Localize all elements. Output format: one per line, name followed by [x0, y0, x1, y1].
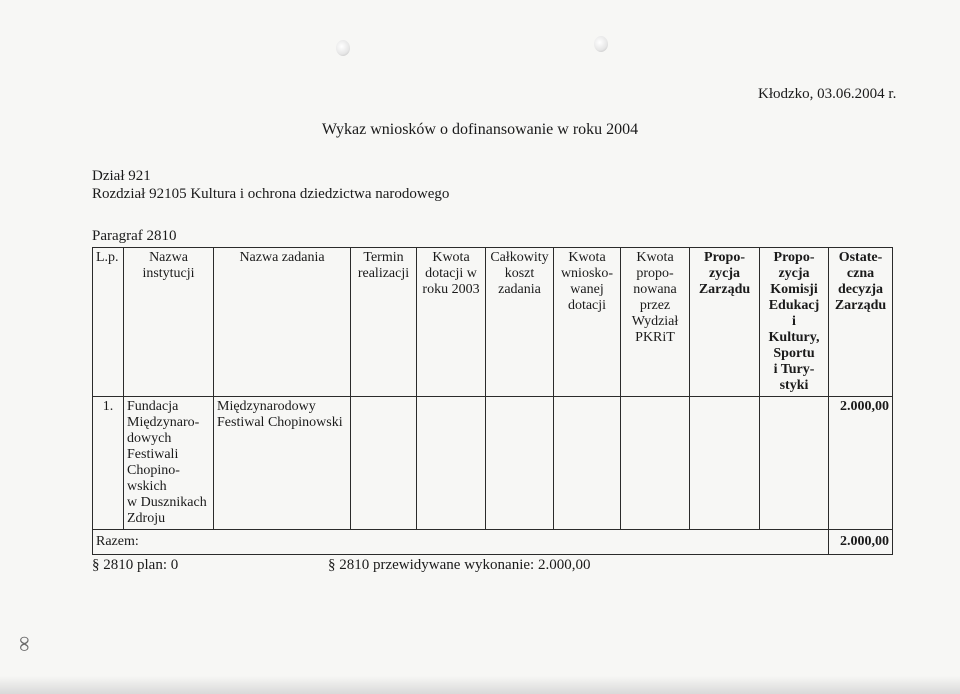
column-header: Kwota propo- nowana przez Wydział PKRiT — [621, 248, 690, 397]
table-cell — [486, 397, 554, 530]
table-row — [93, 397, 893, 530]
table-header-row — [93, 248, 893, 397]
table-cell: 1. — [93, 397, 124, 530]
table-cell — [621, 397, 690, 530]
column-header: Propo- zycja Komisji Edukacj i Kultury, Sportu i Tury- styki — [760, 248, 829, 397]
table-cell — [760, 397, 829, 530]
scan-edge-shadow — [0, 676, 960, 694]
section-dzial: Dział 921 — [92, 168, 151, 184]
table-cell: Międzynarodowy Festiwal Chopinowski — [214, 397, 351, 530]
table-cell — [554, 397, 621, 530]
execution-summary: § 2810 przewidywane wykonanie: 2.000,00 — [328, 557, 591, 573]
column-header: Kwota dotacji w roku 2003 — [417, 248, 486, 397]
grant-applications-table — [92, 247, 893, 555]
column-header: Kwota wniosko- wanej dotacji — [554, 248, 621, 397]
table-total-row — [93, 530, 893, 555]
total-label: Razem: — [93, 530, 829, 555]
punch-hole-left — [336, 40, 350, 56]
total-value: 2.000,00 — [829, 530, 893, 555]
margin-handwritten-mark: ∞ — [13, 636, 38, 652]
table-cell: 2.000,00 — [829, 397, 893, 530]
table-cell — [690, 397, 760, 530]
column-header: L.p. — [93, 248, 124, 397]
document-date: Kłodzko, 03.06.2004 r. — [758, 86, 897, 102]
section-paragraf: Paragraf 2810 — [92, 228, 177, 244]
section-rozdzial: Rozdział 92105 Kultura i ochrona dziedzictwa narodowego — [92, 186, 450, 202]
column-header: Propo- zycja Zarządu — [690, 248, 760, 397]
table-cell — [417, 397, 486, 530]
column-header: Nazwa zadania — [214, 248, 351, 397]
punch-hole-right — [594, 36, 608, 52]
column-header: Termin realizacji — [351, 248, 417, 397]
table-cell: Fundacja Międzynaro- dowych Festiwali Chopino- wskich w Dusznikach Zdroju — [124, 397, 214, 530]
column-header: Nazwa instytucji — [124, 248, 214, 397]
plan-summary: § 2810 plan: 0 — [92, 557, 179, 573]
table-cell — [351, 397, 417, 530]
column-header: Ostate- czna decyzja Zarządu — [829, 248, 893, 397]
document-title: Wykaz wniosków o dofinansowanie w roku 2004 — [321, 121, 639, 138]
column-header: Całkowity koszt zadania — [486, 248, 554, 397]
